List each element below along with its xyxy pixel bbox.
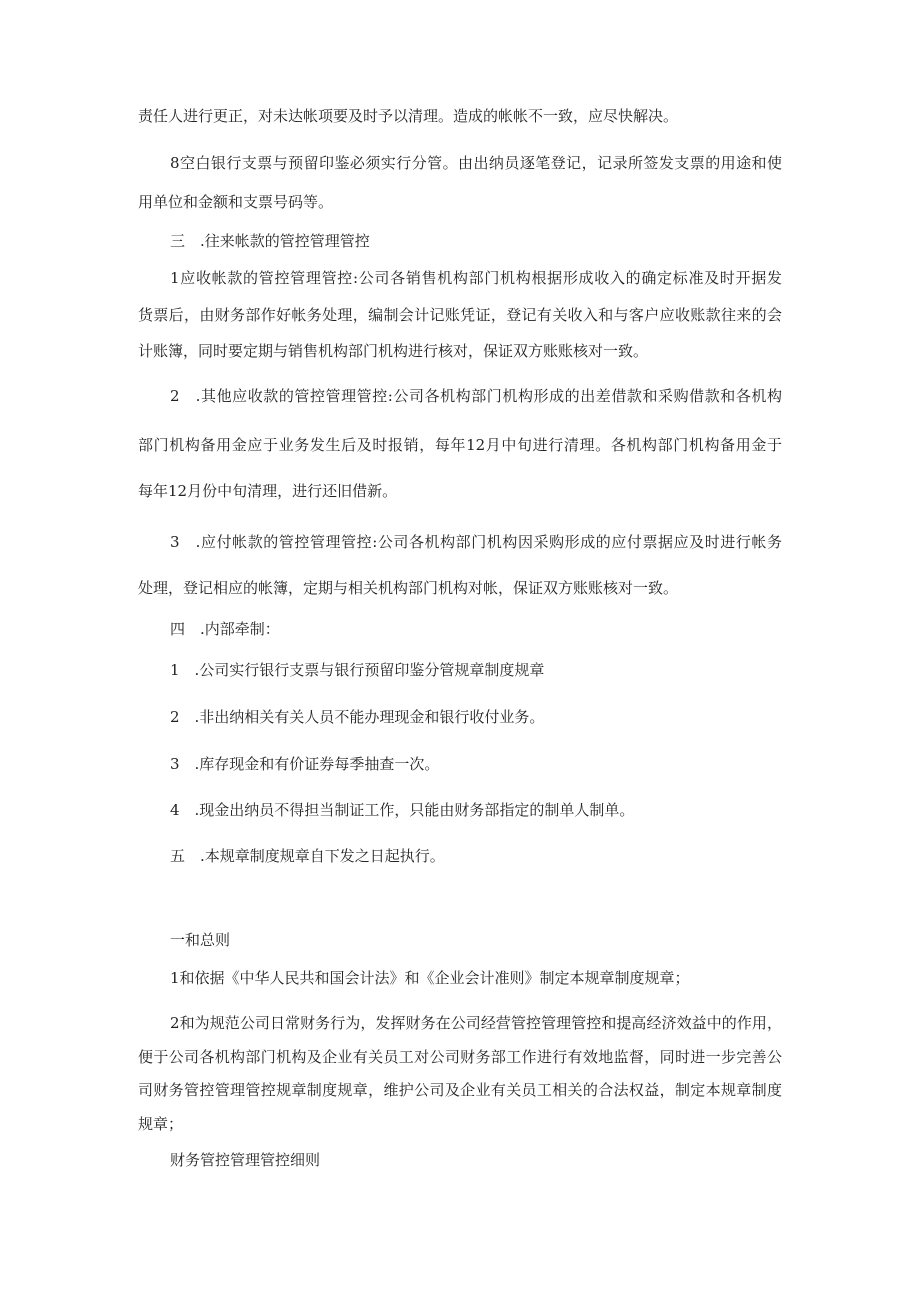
paragraph-general-2-line-3: 司财务管控管理管控规章制度规章，维护公司及企业有关员工相关的合法权益，制定本规章制度	[138, 1081, 782, 1099]
paragraph-item-3-3-line-2: 处理，登记相应的帐簿，定期与相关机构部门机构对帐，保证双方账账核对一致。	[138, 579, 679, 597]
paragraph-item-3-2-line-3: 每年12月份中旬清理，进行还旧借新。	[138, 482, 398, 500]
paragraph-general-2-line-1: 2和为规范公司日常财务行为，发挥财务在公司经营管控管理管控和提高经济效益中的作用，	[170, 1014, 782, 1032]
paragraph-item-3-1-line-2: 货票后，由财务部作好帐务处理，编制会计记账凭证，登记有关收入和与客户应收账款往来的会	[138, 306, 782, 324]
general-heading: 一和总则	[170, 931, 231, 949]
paragraph-item-4-1: 1 .公司实行银行支票与银行预留印鉴分管规章制度规章	[170, 661, 545, 679]
paragraph-item-3-2-line-2: 部门机构备用金应于业务发生后及时报销，每年12月中旬进行清理。各机构部门机构备用金于	[138, 436, 782, 454]
paragraph-item-3-1-line-1: 1应收帐款的管控管理管控:公司各销售机构部门机构根据形成收入的确定标准及时开据发	[170, 269, 782, 287]
paragraph-general-1: 1和依据《中华人民共和国会计法》和《企业会计准则》制定本规章制度规章；	[170, 969, 690, 987]
paragraph-item-3-2-line-1: 2 .其他应收款的管控管理管控:公司各机构部门机构形成的出差借款和采购借款和各机构	[170, 387, 782, 405]
paragraph-item-4-4: 4 .现金出纳员不得担当制证工作，只能由财务部指定的制单人制单。	[170, 801, 635, 819]
section-5: 五 .本规章制度规章自下发之日起执行。	[170, 847, 445, 865]
paragraph-item-8-line-2: 用单位和金额和支票号码等。	[138, 193, 334, 211]
paragraph-item-4-2: 2 .非出纳相关有关人员不能办理现金和银行收付业务。	[170, 708, 545, 726]
section-4-heading: 四 .内部牵制：	[170, 620, 280, 638]
paragraph-item-8-line-1: 8空白银行支票与预留印鉴必须实行分管。由出纳员逐笔登记，记录所签发支票的用途和使	[170, 154, 782, 172]
paragraph-item-3-1-line-3: 计账簿，同时要定期与销售机构部门机构进行核对，保证双方账账核对一致。	[138, 342, 649, 360]
paragraph-item-4-3: 3 .库存现金和有价证券每季抽查一次。	[170, 755, 440, 773]
detail-title: 财务管控管理管控细则	[170, 1151, 321, 1169]
paragraph-carryover-line-1: 责任人进行更正，对未达帐项要及时予以清理。造成的帐帐不一致，应尽快解决。	[138, 107, 679, 125]
paragraph-general-2-line-2: 便于公司各机构部门机构及企业有关员工对公司财务部工作进行有效地监督，同时进一步完善公	[138, 1048, 782, 1066]
paragraph-general-2-line-4: 规章；	[138, 1115, 184, 1133]
section-3-heading: 三 .往来帐款的管控管理管控	[170, 232, 370, 250]
paragraph-item-3-3-line-1: 3 .应付帐款的管控管理管控:公司各机构部门机构因采购形成的应付票据应及时进行帐务	[170, 533, 782, 551]
